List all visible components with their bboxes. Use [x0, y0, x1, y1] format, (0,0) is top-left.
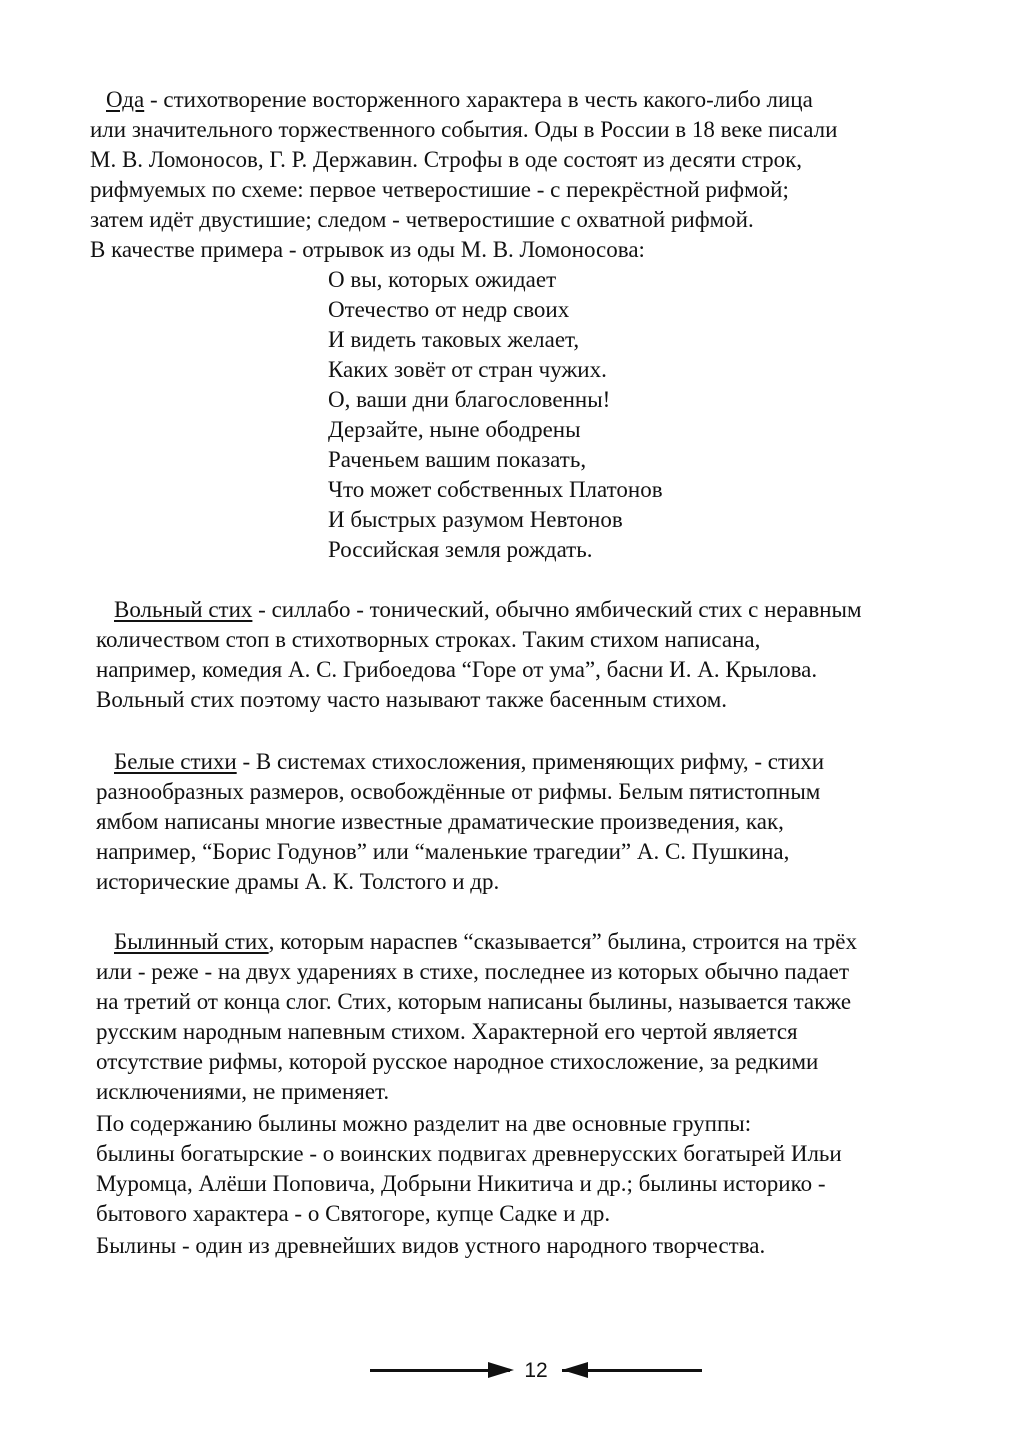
footer-rule-right — [562, 1369, 702, 1372]
belye-line: исторические драмы А. К. Толстого и др. — [96, 869, 500, 894]
volny-line-1 — [114, 596, 862, 624]
arrow-right-icon — [488, 1362, 514, 1378]
bylinny-line: Былины - один из древнейших видов устного народного творчества. — [96, 1233, 766, 1258]
oda-line: затем идёт двустишие; следом - четверостишие с охватной рифмой. — [90, 207, 754, 232]
volny-line: количеством стоп в стихотворных строках. Таким стихом написана, — [96, 627, 761, 652]
belye-line: например, “Борис Годунов” или “маленькие трагедии” А. С. Пушкина, — [96, 839, 790, 864]
poem-line: Раченьем вашим показать, — [328, 447, 587, 472]
oda-line: М. В. Ломоносов, Г. Р. Державин. Строфы в оде состоят из десяти строк, — [90, 147, 803, 172]
page-number: 12 — [524, 1359, 548, 1382]
volny-line-1-text: - силлабо - тонический, обычно ямбический стих с неравным — [252, 597, 862, 622]
poem-line: Каких зовёт от стран чужих. — [328, 357, 607, 382]
poem-line: О вы, которых ожидает — [328, 267, 557, 292]
poem-line: Что может собственных Платонов — [328, 477, 663, 502]
oda-line-1-text: - стихотворение восторженного характера в честь какого-либо лица — [144, 87, 813, 112]
oda-line: В качестве примера - отрывок из оды М. В. Ломоносова: — [90, 237, 645, 262]
term-volny: Вольный стих — [114, 597, 253, 622]
oda-line-1 — [106, 86, 813, 114]
page-footer — [370, 1356, 702, 1386]
volny-line: Вольный стих поэтому часто называют также басенным стихом. — [96, 687, 728, 712]
bylinny-line: русским народным напевным стихом. Характерной его чертой является — [96, 1019, 798, 1044]
oda-line: рифмуемых по схеме: первое четверостишие - с перекрёстной рифмой; — [90, 177, 789, 202]
bylinny-line: исключениями, не применяет. — [96, 1079, 390, 1104]
bylinny-line: Муромца, Алёши Поповича, Добрыни Никитича и др.; былины историко - — [96, 1171, 826, 1196]
term-bylinny: Былинный стих — [114, 929, 269, 954]
bylinny-line: отсутствие рифмы, которой русское народное стихосложение, за редкими — [96, 1049, 819, 1074]
belye-line-1 — [114, 748, 824, 776]
poem-line: И быстрых разумом Невтонов — [328, 507, 623, 532]
bylinny-line-1-text: , которым нараспев “сказывается” былина, строится на трёх — [268, 929, 857, 954]
bylinny-line: былины богатырские - о воинских подвигах древнерусских богатырей Ильи — [96, 1141, 842, 1166]
belye-line-1-text: - В системах стихосложения, применяющих рифму, - стихи — [236, 749, 825, 774]
term-oda: Ода — [106, 87, 145, 112]
volny-line: например, комедия А. С. Грибоедова “Горе от ума”, басни И. А. Крылова. — [96, 657, 818, 682]
poem-line: О, ваши дни благословенны! — [328, 387, 611, 412]
bylinny-line: на третий от конца слог. Стих, которым написаны былины, называется также — [96, 989, 852, 1014]
oda-line: или значительного торжественного события. Оды в России в 18 веке писали — [90, 117, 838, 142]
belye-line: разнообразных размеров, освобождённые от рифмы. Белым пятистопным — [96, 779, 821, 804]
poem-line: Российская земля рождать. — [328, 537, 593, 562]
belye-line: ямбом написаны многие известные драматические произведения, как, — [96, 809, 784, 834]
bylinny-line: бытового характера - о Святогоре, купце Садке и др. — [96, 1201, 611, 1226]
bylinny-line-1 — [114, 928, 857, 956]
term-belye: Белые стихи — [114, 749, 237, 774]
bylinny-line: или - реже - на двух ударениях в стихе, последнее из которых обычно падает — [96, 959, 850, 984]
poem-line: И видеть таковых желает, — [328, 327, 580, 352]
poem-line: Дерзайте, ныне ободрены — [328, 417, 581, 442]
bylinny-line: По содержанию былины можно разделит на две основные группы: — [96, 1111, 752, 1136]
poem-line: Отечество от недр своих — [328, 297, 570, 322]
